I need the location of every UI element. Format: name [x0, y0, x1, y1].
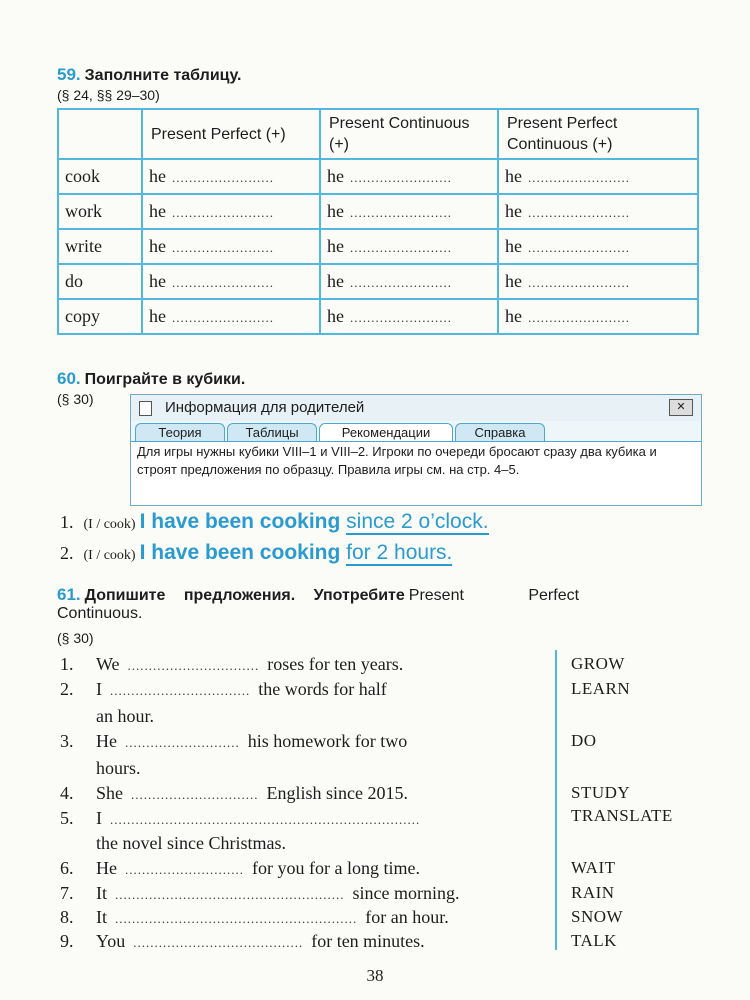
sentence-end: the words for half: [258, 679, 387, 699]
answer-cell[interactable]: [320, 194, 498, 229]
answer-cell[interactable]: [498, 299, 698, 334]
ex61-ref: (§ 30): [57, 630, 94, 646]
table-row: [58, 299, 698, 334]
cell-prefix: he: [327, 236, 344, 256]
example-tail: since 2 o’clock.: [346, 510, 489, 533]
answer-cell[interactable]: [142, 299, 320, 334]
sentence-line: [60, 706, 545, 727]
blank-dots: ........................: [172, 275, 274, 290]
cell-prefix: he: [505, 201, 522, 221]
ex61-tense: Present Perfect Continuous.: [57, 587, 580, 622]
info-title-bar: [131, 395, 701, 421]
cell-prefix: he: [149, 166, 166, 186]
ex59-table: [57, 108, 699, 335]
item-number: 6.: [60, 858, 74, 878]
blank-dots: ........................: [350, 275, 452, 290]
tab-theory[interactable]: Теория: [135, 423, 225, 442]
item-number: 5.: [60, 808, 74, 828]
sentence-start: He: [96, 731, 117, 751]
example-cue: (I / cook): [83, 548, 136, 563]
ex59-heading: [57, 65, 241, 85]
answer-blank[interactable]: .................................: [110, 683, 251, 698]
verb-cell: do: [58, 264, 142, 299]
table-row: [58, 159, 698, 194]
blank-dots: ........................: [528, 310, 630, 325]
word-bank-item: SNOW: [571, 907, 624, 926]
blank-dots: ........................: [528, 170, 630, 185]
info-text: Для игры нужны кубики VIII–1 и VIII–2. Игроки по очереди бросают сразу два кубика и строят предложения по образцу. Правила игры см. на стр. 4–5.: [131, 441, 701, 505]
item-number: 1.: [60, 654, 74, 674]
example-main: I have been cooking: [139, 541, 341, 564]
item-number: 7.: [60, 883, 74, 903]
sentence-line: [60, 731, 545, 752]
document-icon: [139, 401, 152, 416]
blank-dots: ........................: [350, 240, 452, 255]
sentence-line: [60, 654, 545, 675]
item-number: 2.: [60, 679, 74, 699]
table-row: [58, 229, 698, 264]
cell-prefix: he: [149, 306, 166, 326]
example-2: [60, 541, 452, 565]
sentence-line: [60, 931, 545, 952]
cell-prefix: he: [505, 236, 522, 256]
example-answer: [140, 541, 453, 566]
example-answer: [140, 510, 489, 535]
verb-cell: work: [58, 194, 142, 229]
sentence-end: English since 2015.: [266, 783, 408, 803]
item-number: 4.: [60, 783, 74, 803]
ex60-ref: (§ 30): [57, 391, 94, 407]
answer-cell[interactable]: [498, 264, 698, 299]
sentence-line: [60, 883, 545, 904]
blank-dots: ........................: [350, 170, 452, 185]
word-bank-item: DO: [571, 731, 597, 750]
blank-dots: ........................: [172, 205, 274, 220]
sentence-end: his homework for two: [247, 731, 408, 751]
answer-blank[interactable]: ......................................................: [115, 887, 345, 902]
sentence-end: since morning.: [352, 883, 460, 903]
cell-prefix: he: [505, 166, 522, 186]
sentence-line: [60, 808, 545, 829]
blank-dots: ........................: [172, 170, 274, 185]
example-1: [60, 510, 489, 534]
example-cue: (I / cook): [83, 517, 136, 532]
answer-cell[interactable]: [320, 299, 498, 334]
cell-prefix: he: [505, 271, 522, 291]
verb-cell: cook: [58, 159, 142, 194]
table-row: [58, 194, 698, 229]
sentence-start: It: [96, 883, 107, 903]
answer-blank[interactable]: .........................................................: [115, 911, 358, 926]
answer-cell[interactable]: [142, 264, 320, 299]
close-icon[interactable]: ✕: [669, 399, 693, 416]
verb-cell: copy: [58, 299, 142, 334]
blank-dots: ........................: [528, 240, 630, 255]
cell-prefix: he: [327, 166, 344, 186]
header-present-perfect: Present Perfect (+): [142, 109, 320, 159]
sentence-line: [60, 833, 545, 854]
table-header-row: [58, 109, 698, 159]
answer-cell[interactable]: [498, 159, 698, 194]
word-bank-item: TRANSLATE: [571, 806, 673, 825]
header-empty: [58, 109, 142, 159]
word-bank-item: WAIT: [571, 858, 616, 877]
example-main: I have been cooking: [139, 510, 341, 533]
ex59-number: 59.: [57, 65, 81, 84]
sentence-start: She: [96, 783, 123, 803]
ex59-title: Заполните таблицу.: [84, 67, 242, 84]
word-bank-item: STUDY: [571, 783, 631, 802]
answer-blank[interactable]: ............................: [125, 862, 244, 877]
answer-blank[interactable]: ...........................: [125, 735, 240, 750]
sentence-line: [60, 783, 545, 804]
sentence-line: [60, 907, 545, 928]
page-number: 38: [366, 966, 384, 985]
answer-blank[interactable]: ..............................: [131, 787, 259, 802]
blank-dots: ........................: [172, 240, 274, 255]
ex59-ref: (§ 24, §§ 29–30): [57, 87, 160, 103]
info-title: Информация для родителей: [165, 399, 365, 416]
tab-tables[interactable]: Таблицы: [227, 423, 317, 442]
cell-prefix: he: [505, 306, 522, 326]
blank-dots: ........................: [528, 205, 630, 220]
answer-cell[interactable]: [142, 194, 320, 229]
sentence-end: for you for a long time.: [252, 858, 420, 878]
cell-prefix: he: [327, 201, 344, 221]
sentence-start: an hour.: [96, 706, 154, 726]
answer-cell[interactable]: [498, 229, 698, 264]
table-row: [58, 264, 698, 299]
sentence-line: [60, 858, 545, 879]
word-bank-item: GROW: [571, 654, 625, 673]
sentence-end: for an hour.: [365, 907, 449, 927]
sentence-start: He: [96, 858, 117, 878]
header-present-perfect-continuous: Present Perfect Continuous (+): [498, 109, 698, 159]
cell-prefix: he: [327, 271, 344, 291]
sentence-end: for ten minutes.: [311, 931, 425, 951]
sentence-end: roses for ten years.: [267, 654, 404, 674]
word-bank-item: RAIN: [571, 883, 615, 902]
ex61-number: 61.: [57, 585, 81, 604]
cell-prefix: he: [327, 306, 344, 326]
blank-dots: ........................: [172, 310, 274, 325]
sentence-start: I: [96, 679, 102, 699]
answer-cell[interactable]: [142, 229, 320, 264]
answer-cell[interactable]: [142, 159, 320, 194]
blank-dots: ........................: [350, 310, 452, 325]
answer-blank[interactable]: ...............................: [127, 658, 260, 673]
parents-info-panel: [130, 394, 702, 506]
sentence-start: I: [96, 808, 102, 828]
blank-dots: ........................: [350, 205, 452, 220]
answer-cell[interactable]: [320, 159, 498, 194]
divider-line: [555, 650, 557, 950]
sentence-start: We: [96, 654, 120, 674]
word-bank-item: LEARN: [571, 679, 631, 698]
sentence-start: hours.: [96, 758, 141, 778]
cell-prefix: he: [149, 271, 166, 291]
sentence-start: the novel since Christmas.: [96, 833, 286, 853]
ex61-title: Допишите предложения. Употребите: [84, 587, 405, 604]
answer-blank[interactable]: ........................................: [133, 935, 304, 950]
item-number: 3.: [60, 731, 74, 751]
ex60-heading: [57, 369, 245, 389]
example-tail: for 2 hours.: [346, 541, 453, 564]
tab-reference[interactable]: Справка: [455, 423, 545, 442]
example-number: 1.: [60, 512, 74, 532]
sentence-line: [60, 679, 545, 700]
verb-cell: write: [58, 229, 142, 264]
answer-cell[interactable]: [498, 194, 698, 229]
example-number: 2.: [60, 543, 74, 563]
sentence-line: [60, 758, 545, 779]
cell-prefix: he: [149, 201, 166, 221]
item-number: 9.: [60, 931, 74, 951]
answer-cell[interactable]: [320, 229, 498, 264]
sentence-start: You: [96, 931, 126, 951]
item-number: 8.: [60, 907, 74, 927]
ex61-heading: [57, 585, 703, 623]
ex60-title: Поиграйте в кубики.: [84, 371, 246, 388]
blank-dots: ........................: [528, 275, 630, 290]
cell-prefix: he: [149, 236, 166, 256]
ex60-number: 60.: [57, 369, 81, 388]
sentence-start: It: [96, 907, 107, 927]
tab-recommendations[interactable]: Рекомендации: [319, 423, 453, 442]
header-present-continuous: Present Continuous (+): [320, 109, 498, 159]
word-bank-item: TALK: [571, 931, 617, 950]
answer-cell[interactable]: [320, 264, 498, 299]
answer-blank[interactable]: .........................................................................: [110, 812, 421, 827]
